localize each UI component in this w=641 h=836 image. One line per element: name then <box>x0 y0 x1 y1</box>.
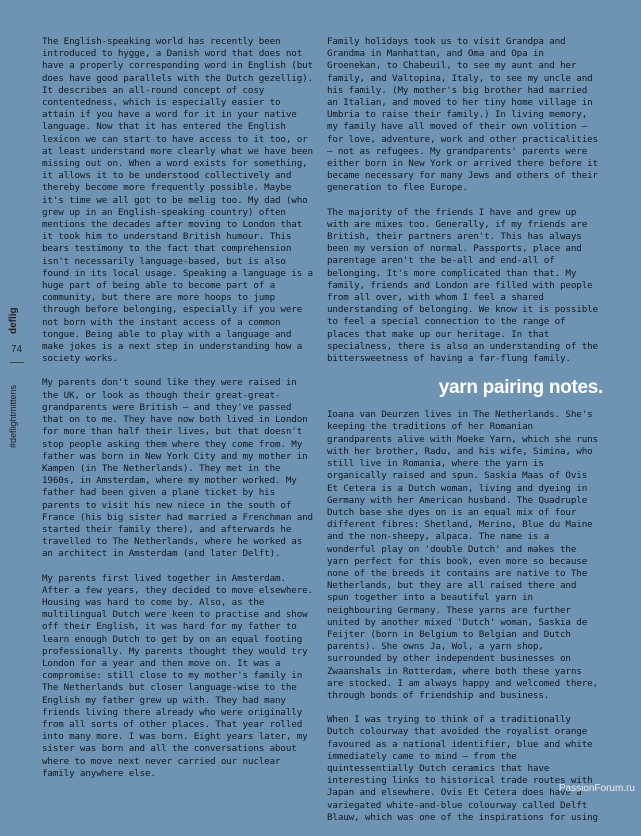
body-paragraph: Ioana van Deurzen lives in The Netherlands. She's keeping the traditions of her Romanian grandparents alive with Moeke Yarn, which she runs with her brother, Radu, and his wife, Simina, who still live in Romania, where the yarn is organically raised and spun. Saskia Maas of Ovis Et Cetera is a Dutch woman, living and dyeing in Germany with her American husband. The Quadruple Dutch base she dyes on is an equal mix of four different fibres: Shetland, Merino, Blue du Maine and the non-sheepy, alpaca. The name is a wonderful play on 'double Dutch' and makes the yarn perfect for this book, even more so because none of the breeds it contains are native to The Netherlands, but they are all raised there and spun together into a beautiful yarn in neighbouring Germany. These yarns are further united by another mixed 'Dutch' woman, Saskia de Feijter (born in Belgium to Belgian and Dutch parents). She owns Ja, Wol, a yarn shop, surrounded by other independent businesses on Zwaanshals in Rotterdam, where both these yarns are stocked. I am always happy and welcomed there, through bonds of friendship and business. <box>327 409 598 701</box>
brand-label: deflig <box>8 307 19 334</box>
body-paragraph: Family holidays took us to visit Grandpa and Grandma in Manhattan, and Oma and Opa in Groenekan, to Chabeuil, to see my aunt and her family, and Valtopina, Italy, to see my uncle and his family. (My mother's big brother had married an Italian, and moved to her tiny home village in Umbria to raise their family.) In living memory, my family have all moved of their own volition – for love, adventure, work and other practicalities – not as refugees. My grandparents' parents were either born in New York or arrived there before it became necessary for many Jews and others of their generation to flee Europe. <box>327 36 598 194</box>
body-paragraph: When I was trying to think of a traditionally Dutch colourway that avoided the royalist orange favoured as a national identifier, blue and white immediately came to mind – from the quintessentially Dutch ceramics that have interesting links to historical trade routes with Japan and elsewhere. Ovis Et Cetera does have a variegated white-and-blue colourway called Delft Blauw, which was one of the inspirations for using <box>327 714 598 823</box>
section-heading: yarn pairing notes. <box>438 377 603 399</box>
body-paragraph: My parents first lived together in Amsterdam. After a few years, they decided to move elsewhere. Housing was hard to come by. Also, as the multilingual Dutch were keen to practise and show off their English, it was hard for my father to learn enough Dutch to get by on an equal footing professionally. My parents thought they would try London for a year and then move on. It was a compromise: still close to my mother's family in The Netherlands but closer language-wise to the English my father grew up with. They had many friends living there already who were originally from all sorts of other places. That year rolled into many more. I was born. Eight years later, my sister was born and all the conversations about where to move next never carried our nuclear family anywhere else. <box>42 572 313 779</box>
body-paragraph: The English-speaking world has recently been introduced to hygge, a Danish word that does not have a properly corresponding word in English (but does have good parallels with the Dutch gezellig). It describes an all-round concept of cosy contentedness, which is especially easier to attain if you have a word for it in your native language. Now that it has entered the English lexicon we can start to have access to it too, or at least understand more clearly what we have been missing out on. When a word exists for something, it allows it to be understood collectively and thereby become more frequently possible. Maybe it's time we all got to be melig too. My dad (who grew up in an English-speaking country) often mentions the decades after moving to London that it took him to understand British humour. This bears testimony to the fact that comprehension isn't necessarily language-based, but is also found in its local usage. Speaking a language is a huge part of being able to become part of a community, but there are more hoops to jump through before belonging, especially if you were not born with the instant access of a common tongue. Being able to play with a language and make jokes is a next step in understanding how a society works. <box>42 36 313 365</box>
watermark-text: PassionForum.ru <box>558 783 635 794</box>
hashtag-label: #deflightmittens <box>8 384 18 448</box>
body-paragraph: My parents don't sound like they were raised in the UK, or look as though their great-great-grandparents were British – and they've passed that on to me. They have now both lived in London for more than half their lives, but that doesn't stop people asking them where they come from. My father was born in New York City and my mother in Kampen (in The Netherlands). They met in the 1960s, in Amsterdam, where my mother worked. My father had been given a plane ticket by his parents to visit his new niece in the south of France (his big sister had married a Frenchman and started their family there), and afterwards he travelled to The Netherlands, where he worked as an architect in Amsterdam (and later Delft). <box>42 377 313 560</box>
right-text-column <box>327 36 603 836</box>
left-text-column <box>42 36 314 792</box>
page-number: 74 <box>11 344 23 355</box>
page-sidebar <box>2 300 32 450</box>
body-paragraph: The majority of the friends I have and grew up with are mixes too. Generally, if my friends are British, their partners aren't. This has always been my version of normal. Passports, place and parentage aren't the be-all and end-all of belonging. It's more complicated than that. My family, friends and London are filled with people from all over, with whom I feel a shared understanding of belonging. We know it is possible to feel a special connection to the range of places that make up our heritage. In that specialness, there is also an understanding of the bittersweetness of having a far-flung family. <box>327 206 598 365</box>
sidebar-divider <box>10 362 24 363</box>
